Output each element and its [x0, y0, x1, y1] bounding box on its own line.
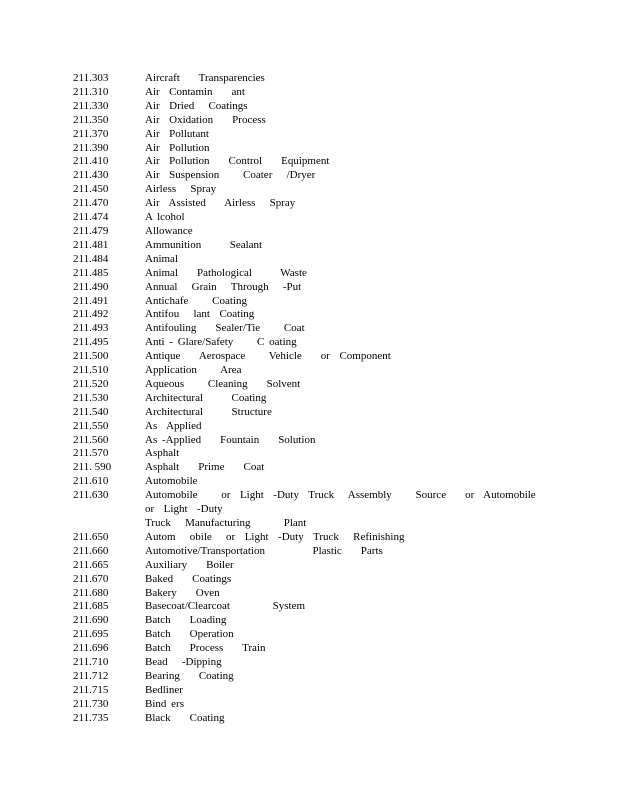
defined-term: Allowance [145, 224, 193, 237]
index-entry [73, 684, 553, 698]
index-entry [73, 531, 553, 545]
index-entry [73, 559, 553, 573]
section-number: 211.479 [73, 224, 109, 237]
defined-term: Bearing Coating [145, 669, 234, 682]
defined-term: Animal Pathological Waste [145, 266, 307, 279]
index-entry [73, 670, 553, 684]
index-entry [73, 712, 553, 726]
index-entry [73, 267, 553, 281]
section-number: 211.530 [73, 391, 109, 404]
index-entry [73, 447, 553, 461]
section-number: 211.696 [73, 642, 109, 655]
index-entry [73, 573, 553, 587]
defined-term: Anti - Glare/Safety C oating [145, 336, 297, 349]
index-entry [73, 642, 553, 656]
defined-term: As -Applied Fountain Solution [145, 433, 316, 446]
defined-term: Auxiliary Boiler [145, 558, 234, 571]
section-number: 211.474 [73, 211, 109, 224]
defined-term: Bind ers [145, 697, 184, 710]
defined-term: Automobile [145, 475, 198, 488]
section-number: 211.730 [73, 697, 109, 710]
defined-term: Antifouling Sealer/Tie Coat [145, 322, 305, 335]
defined-term: Animal [145, 252, 178, 265]
section-number: 211.470 [73, 197, 109, 210]
defined-term: Asphalt [145, 447, 180, 460]
section-number: 211.330 [73, 99, 109, 112]
defined-term: Basecoat/Clearcoat System [145, 600, 306, 613]
defined-term: Batch Operation [145, 628, 234, 641]
defined-term: Air Contamin ant [145, 85, 245, 98]
defined-term: Aqueous Cleaning Solvent [145, 377, 301, 390]
section-number: 211.430 [73, 169, 109, 182]
index-entry [73, 461, 553, 475]
index-entry [73, 86, 553, 100]
index-entry [73, 155, 553, 169]
index-entry [73, 308, 553, 322]
index-entry [73, 406, 553, 420]
index-entry [73, 434, 553, 448]
index-entry [73, 587, 553, 601]
defined-term: Application Area [145, 364, 242, 377]
defined-term: Air Assisted Airless Spray [145, 197, 296, 210]
section-number: 211.665 [73, 558, 109, 571]
section-number: 211.500 [73, 350, 109, 363]
section-number: 211.520 [73, 377, 109, 390]
index-entry [73, 100, 553, 114]
index-entry [73, 197, 553, 211]
defined-term: Ammunition Sealant [145, 238, 263, 251]
defined-term: Architectural Structure [145, 405, 272, 418]
section-number: 211.490 [73, 280, 109, 293]
defined-term: Air Oxidation Process [145, 113, 266, 126]
defined-term: Air Pollutant [145, 127, 209, 140]
section-number: 211.484 [73, 252, 109, 265]
defined-term: Bedliner [145, 683, 183, 696]
index-entry [73, 183, 553, 197]
defined-term: Antique Aerospace Vehicle or Component [145, 350, 391, 363]
index-entry [73, 420, 553, 434]
defined-term: Air Pollution Control Equipment [145, 155, 330, 168]
section-number: 211.670 [73, 572, 109, 585]
section-number: 211.710 [73, 656, 109, 669]
index-entry [73, 656, 553, 670]
index-entry [73, 211, 553, 225]
defined-term: Batch Process Train [145, 642, 266, 655]
defined-term: Automotive/Transportation Plastic Parts [145, 544, 383, 557]
section-number: 211.690 [73, 614, 109, 627]
section-number: 211.560 [73, 433, 109, 446]
defined-term: Autom obile or Light -Duty Truck Refinishing [145, 530, 405, 543]
defined-term: Air Suspension Coater /Dryer [145, 169, 316, 182]
section-number: 211.685 [73, 600, 109, 613]
index-entry [73, 253, 553, 267]
index-entry [73, 378, 553, 392]
section-number: 211.510 [73, 364, 109, 377]
defined-term: Air Dried Coatings [145, 99, 248, 112]
index-entry [73, 225, 553, 239]
index-entry [73, 545, 553, 559]
defined-term: As Applied [145, 419, 202, 432]
index-entry [73, 128, 553, 142]
index-entry [73, 169, 553, 183]
defined-term: Antifou lant Coating [145, 308, 255, 321]
index-entry [73, 281, 553, 295]
defined-term: Architectural Coating [145, 391, 267, 404]
definition-index-list [73, 72, 553, 726]
index-entry [73, 698, 553, 712]
defined-term: Baked Coatings [145, 572, 232, 585]
section-number: 211.540 [73, 405, 109, 418]
section-number: 211.492 [73, 308, 109, 321]
section-number: 211.650 [73, 530, 109, 543]
index-entry [73, 142, 553, 156]
index-entry [73, 295, 553, 309]
section-number: 211.715 [73, 683, 109, 696]
index-entry [73, 392, 553, 406]
section-number: 211.695 [73, 628, 109, 641]
section-number: 211.735 [73, 711, 109, 724]
index-entry [73, 72, 553, 86]
defined-term: Airless Spray [145, 183, 217, 196]
section-number: 211.680 [73, 586, 109, 599]
index-entry [73, 336, 553, 350]
section-number: 211.481 [73, 238, 109, 251]
section-number: 211.350 [73, 113, 109, 126]
section-number: 211.610 [73, 475, 109, 488]
index-entry [73, 614, 553, 628]
section-number: 211.712 [73, 669, 109, 682]
section-number: 211. 590 [73, 461, 112, 474]
section-number: 211.630 [73, 489, 109, 502]
section-number: 211.390 [73, 141, 109, 154]
section-number: 211.495 [73, 336, 109, 349]
defined-term: Antichafe Coating [145, 294, 247, 307]
section-number: 211.550 [73, 419, 109, 432]
section-number: 211.303 [73, 72, 109, 84]
section-number: 211.485 [73, 266, 109, 279]
section-number: 211.410 [73, 155, 109, 168]
defined-term: Bead -Dipping [145, 656, 222, 669]
defined-term: Air Pollution [145, 141, 210, 154]
index-entry [73, 114, 553, 128]
section-number: 211.370 [73, 127, 109, 140]
defined-term: Annual Grain Through -Put [145, 280, 302, 293]
defined-term: Black Coating [145, 711, 225, 724]
defined-term: A lcohol [145, 211, 185, 224]
section-number: 211.660 [73, 544, 109, 557]
index-entry [73, 350, 553, 364]
index-entry [73, 322, 553, 336]
section-number: 211.493 [73, 322, 109, 335]
index-entry [73, 239, 553, 253]
section-number: 211.491 [73, 294, 109, 307]
index-entry [73, 364, 553, 378]
index-entry [73, 489, 553, 531]
defined-term: Batch Loading [145, 614, 227, 627]
defined-term: Aircraft Transparencies [145, 72, 265, 84]
section-number: 211.310 [73, 85, 109, 98]
defined-term: Asphalt Prime Coat [145, 461, 265, 474]
section-number: 211.570 [73, 447, 109, 460]
defined-term: Bakery Oven [145, 586, 220, 599]
index-entry [73, 628, 553, 642]
defined-term: Automobile or Light -Duty Truck Assembly Source or Automobile or Light -Duty Truck Manufacturing Plant [145, 489, 536, 529]
index-entry [73, 600, 553, 614]
index-entry [73, 475, 553, 489]
section-number: 211.450 [73, 183, 109, 196]
